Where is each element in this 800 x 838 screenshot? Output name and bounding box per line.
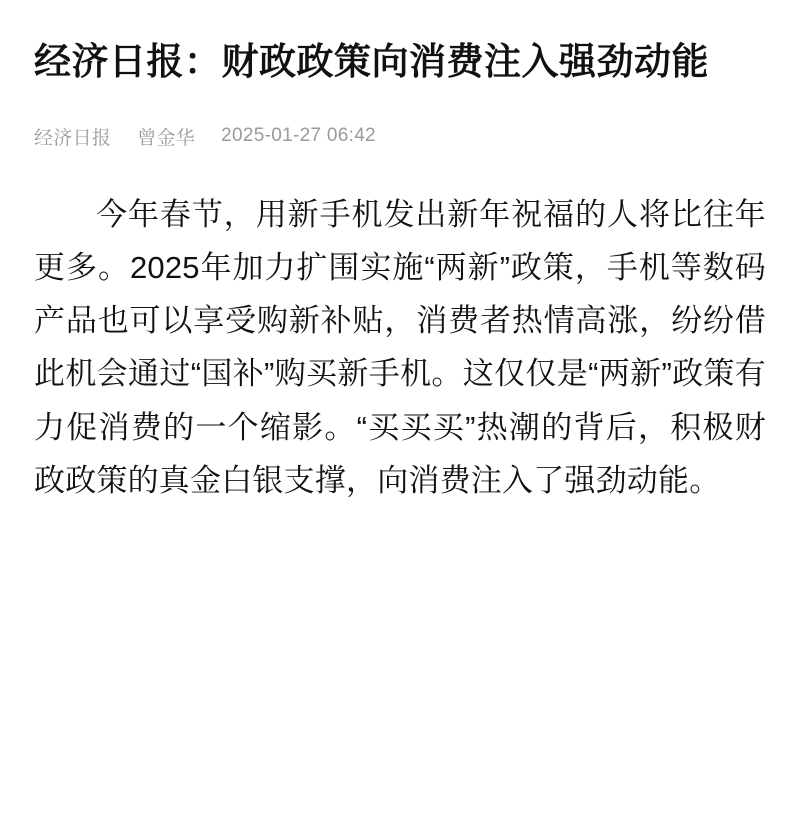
article-meta (34, 123, 768, 150)
article-author: 曾金华 (137, 127, 196, 149)
article-timestamp: 2025-01-27 06:42 (221, 125, 376, 147)
article-source: 经济日报 (34, 127, 112, 149)
page-title: 经济日报：财政政策向消费注入强劲动能 (34, 41, 709, 82)
article-paragraph: 今年春节，用新手机发出新年祝福的人将比往年更多。2025年加力扩围实施“两新”政策，手机等数码产品也可以享受购新补贴，消费者热情高涨，纷纷借此机会通过“国补”购买新手机。这仅仅是“两新”政策有力促消费的一个缩影。“买买买”热潮的背后，积极财政政策的真金白银支撑，向消费注入了强劲动能。 (34, 196, 766, 499)
article-body (34, 188, 768, 526)
